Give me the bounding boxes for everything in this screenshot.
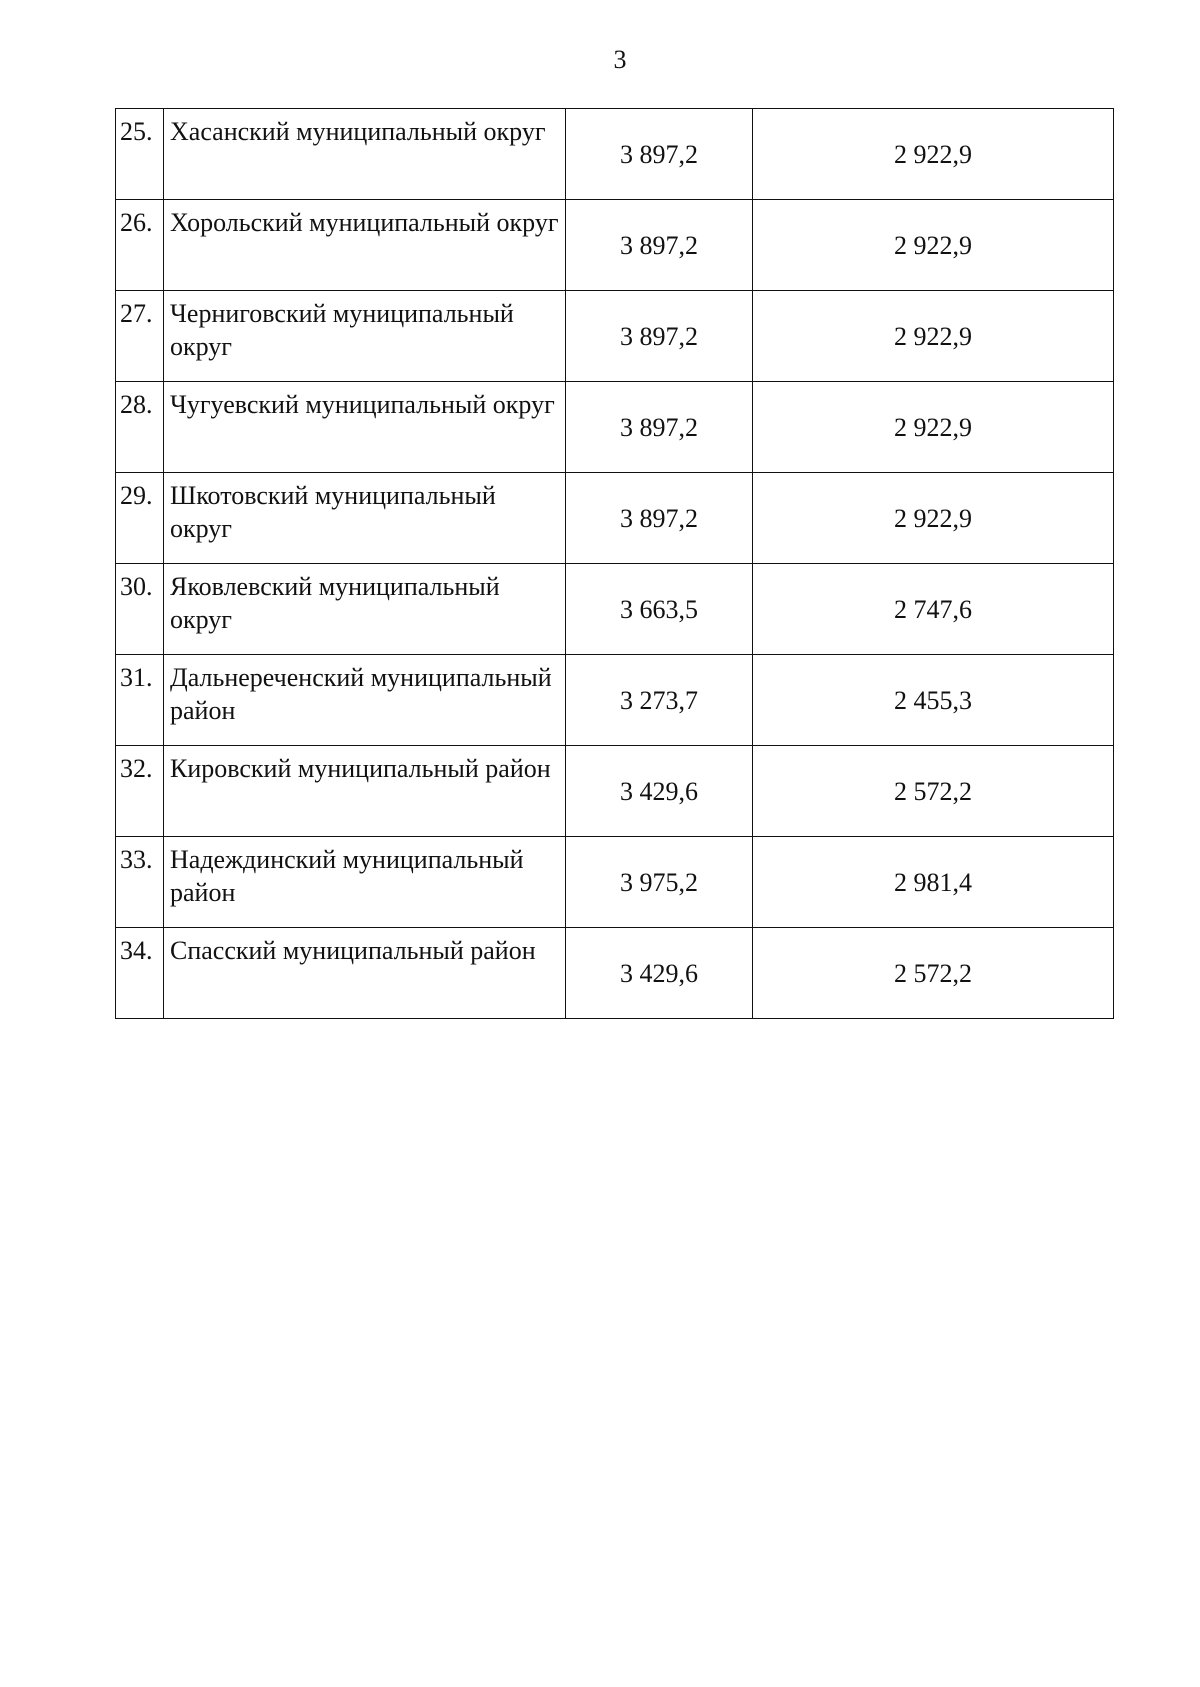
row-number: 30. <box>116 564 164 655</box>
value-2: 2 922,9 <box>753 200 1114 291</box>
municipality-name: Черниговский муниципальный округ <box>164 291 566 382</box>
table-row <box>116 473 1114 564</box>
value-1: 3 273,7 <box>566 655 753 746</box>
table-body <box>116 109 1114 1019</box>
table-row <box>116 564 1114 655</box>
row-number: 33. <box>116 837 164 928</box>
row-number: 28. <box>116 382 164 473</box>
value-2: 2 922,9 <box>753 473 1114 564</box>
row-number: 27. <box>116 291 164 382</box>
table-row <box>116 746 1114 837</box>
row-number: 26. <box>116 200 164 291</box>
value-1: 3 897,2 <box>566 291 753 382</box>
row-number: 32. <box>116 746 164 837</box>
table-row <box>116 655 1114 746</box>
municipality-name: Спасский муниципальный район <box>164 928 566 1019</box>
value-2: 2 922,9 <box>753 291 1114 382</box>
table-row <box>116 291 1114 382</box>
municipality-name: Кировский муниципальный район <box>164 746 566 837</box>
value-2: 2 981,4 <box>753 837 1114 928</box>
row-number: 25. <box>116 109 164 200</box>
value-2: 2 922,9 <box>753 109 1114 200</box>
value-2: 2 922,9 <box>753 382 1114 473</box>
value-2: 2 572,2 <box>753 746 1114 837</box>
municipality-name: Надеждинский муниципальный район <box>164 837 566 928</box>
municipality-table <box>115 108 1114 1019</box>
row-number: 34. <box>116 928 164 1019</box>
value-1: 3 975,2 <box>566 837 753 928</box>
municipality-name: Шкотовский муниципальный округ <box>164 473 566 564</box>
table-row <box>116 837 1114 928</box>
value-1: 3 897,2 <box>566 382 753 473</box>
table-row <box>116 200 1114 291</box>
value-2: 2 572,2 <box>753 928 1114 1019</box>
value-1: 3 897,2 <box>566 200 753 291</box>
municipality-name: Хорольский муниципальный округ <box>164 200 566 291</box>
value-1: 3 663,5 <box>566 564 753 655</box>
page-number: 3 <box>613 45 627 74</box>
value-1: 3 897,2 <box>566 109 753 200</box>
value-1: 3 429,6 <box>566 928 753 1019</box>
table-row <box>116 109 1114 200</box>
municipality-name: Яковлевский муниципальный округ <box>164 564 566 655</box>
value-2: 2 455,3 <box>753 655 1114 746</box>
table-row <box>116 382 1114 473</box>
table-row <box>116 928 1114 1019</box>
municipality-name: Чугуевский муниципальный округ <box>164 382 566 473</box>
municipality-name: Хасанский муниципальный округ <box>164 109 566 200</box>
value-1: 3 429,6 <box>566 746 753 837</box>
value-2: 2 747,6 <box>753 564 1114 655</box>
row-number: 31. <box>116 655 164 746</box>
municipality-name: Дальнереченский муниципальный район <box>164 655 566 746</box>
row-number: 29. <box>116 473 164 564</box>
value-1: 3 897,2 <box>566 473 753 564</box>
